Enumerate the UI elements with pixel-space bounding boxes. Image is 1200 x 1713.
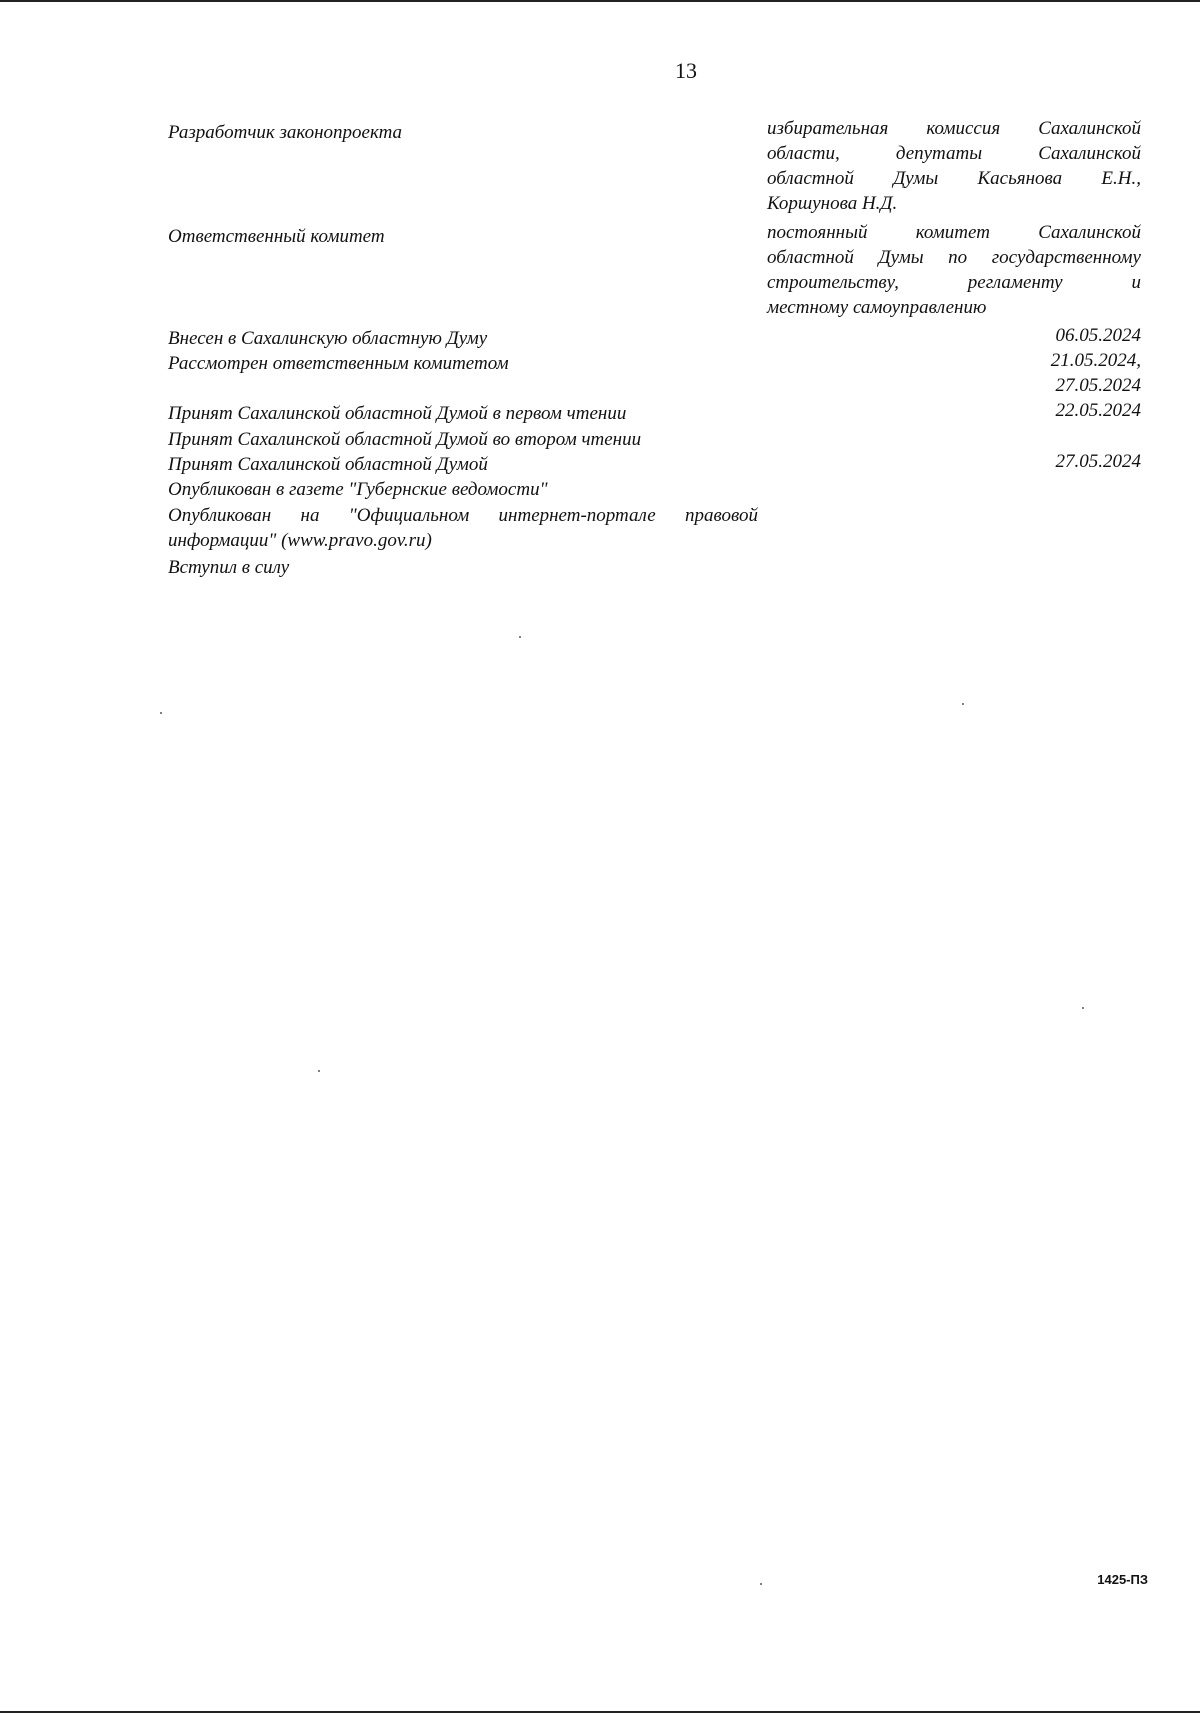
developer-value (767, 116, 1141, 216)
in-force-label: Вступил в силу (168, 557, 290, 578)
scan-speck (760, 1583, 762, 1585)
reviewed-date-2: 27.05.2024 (1055, 375, 1141, 396)
scan-speck (962, 703, 964, 705)
committee-value-line: строительству, регламенту и (767, 272, 1141, 293)
scan-speck (519, 636, 521, 638)
submitted-label: Внесен в Сахалинскую областную Думу (168, 328, 488, 349)
developer-value-line: областной Думы Касьянова Е.Н., (767, 168, 1141, 189)
first-reading-date: 22.05.2024 (1055, 400, 1141, 421)
document-code: 1425-ПЗ (1097, 1572, 1148, 1587)
adopted-label: Принят Сахалинской областной Думой (168, 454, 488, 475)
committee-value (767, 220, 1141, 320)
committee-value-line: местному самоуправлению (767, 297, 987, 318)
committee-label: Ответственный комитет (168, 226, 385, 247)
second-reading-label: Принят Сахалинской областной Думой во втором чтении (168, 429, 642, 450)
developer-value-line: Коршунова Н.Д. (767, 193, 898, 214)
published-gazette-label: Опубликован в газете "Губернские ведомости" (168, 479, 548, 500)
reviewed-label: Рассмотрен ответственным комитетом (168, 353, 509, 374)
scan-speck (160, 712, 162, 714)
submitted-date: 06.05.2024 (1055, 325, 1141, 346)
published-portal-label-line: информации" (www.pravo.gov.ru) (168, 530, 432, 551)
published-portal-label (168, 503, 758, 553)
scan-edge-top (0, 0, 1200, 2)
page-number: 13 (675, 58, 697, 83)
scan-speck (1082, 1007, 1084, 1009)
scan-speck (318, 1070, 320, 1072)
adopted-date: 27.05.2024 (1055, 451, 1141, 472)
developer-label: Разработчик законопроекта (168, 122, 403, 143)
first-reading-label: Принят Сахалинской областной Думой в первом чтении (168, 403, 627, 424)
reviewed-date-1: 21.05.2024, (1050, 350, 1141, 371)
published-portal-label-line: Опубликован на "Официальном интернет-портале правовой (168, 505, 758, 526)
committee-value-line: областной Думы по государственному (767, 247, 1141, 268)
developer-value-line: избирательная комиссия Сахалинской (767, 118, 1141, 139)
committee-value-line: постоянный комитет Сахалинской (767, 222, 1141, 243)
developer-value-line: области, депутаты Сахалинской (767, 143, 1141, 164)
